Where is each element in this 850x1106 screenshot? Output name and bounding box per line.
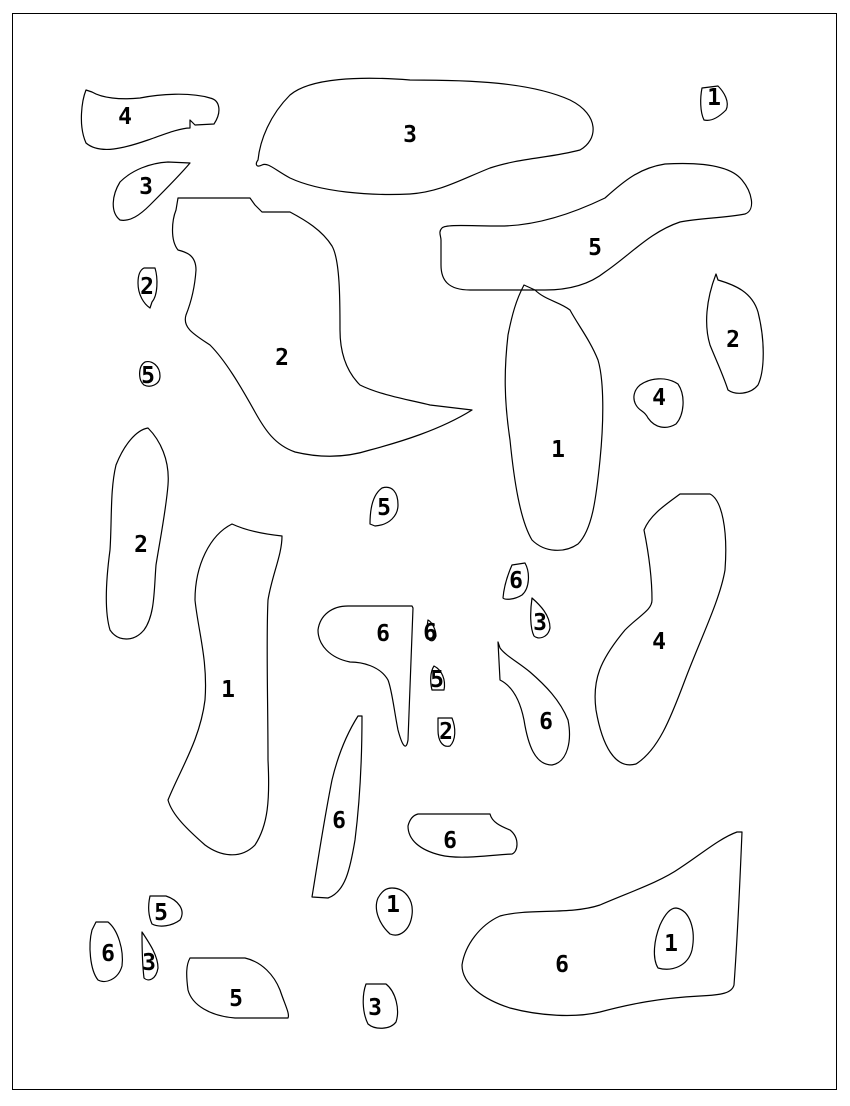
region-1[interactable] <box>256 78 593 194</box>
region-label: 6 <box>332 808 346 834</box>
region-label: 5 <box>229 986 243 1012</box>
region-26[interactable] <box>654 908 693 969</box>
region-label: 1 <box>221 677 235 703</box>
region-29[interactable] <box>90 922 122 981</box>
region-label: 6 <box>101 941 115 967</box>
region-label: 3 <box>139 174 153 200</box>
region-label: 6 <box>376 621 390 647</box>
region-label: 2 <box>726 327 740 353</box>
region-4[interactable] <box>440 163 752 290</box>
region-23[interactable] <box>408 814 517 857</box>
region-label: 2 <box>439 719 453 745</box>
region-0[interactable] <box>81 90 219 149</box>
region-3[interactable] <box>113 162 190 220</box>
region-label: 1 <box>551 437 565 463</box>
region-12[interactable] <box>370 487 398 526</box>
region-label: 6 <box>509 568 523 594</box>
region-7[interactable] <box>140 362 160 389</box>
region-label: 5 <box>154 900 168 926</box>
region-27[interactable] <box>462 832 742 1015</box>
region-label: 1 <box>707 85 721 111</box>
region-19[interactable] <box>430 666 444 693</box>
region-14[interactable] <box>531 598 550 638</box>
region-label: 6 <box>539 709 553 735</box>
region-18[interactable] <box>595 494 726 765</box>
region-label: 6 <box>423 620 437 646</box>
region-label: 5 <box>430 667 444 693</box>
region-label: 4 <box>118 104 132 130</box>
region-31[interactable] <box>363 984 397 1028</box>
region-6[interactable] <box>138 268 157 308</box>
region-label: 1 <box>664 931 678 957</box>
region-label: 4 <box>652 629 666 655</box>
region-16[interactable] <box>318 606 413 746</box>
region-17[interactable] <box>423 620 437 646</box>
region-label: 5 <box>377 495 391 521</box>
region-label: 2 <box>134 532 148 558</box>
region-label: 6 <box>443 828 457 854</box>
region-13[interactable] <box>503 563 528 599</box>
region-label: 3 <box>142 950 156 976</box>
region-28[interactable] <box>142 932 158 980</box>
region-label: 2 <box>275 345 289 371</box>
region-2[interactable] <box>701 85 728 120</box>
region-label: 5 <box>141 363 155 389</box>
region-24[interactable] <box>376 888 412 935</box>
region-label: 3 <box>533 610 547 636</box>
region-label: 3 <box>403 122 417 148</box>
region-30[interactable] <box>187 958 289 1018</box>
region-label: 6 <box>555 952 569 978</box>
region-25[interactable] <box>149 896 182 926</box>
region-15[interactable] <box>168 524 282 855</box>
region-20[interactable] <box>438 718 455 746</box>
region-label: 4 <box>652 385 666 411</box>
region-21[interactable] <box>498 642 569 765</box>
region-label: 5 <box>588 235 602 261</box>
region-9[interactable] <box>707 274 764 393</box>
region-5[interactable] <box>173 198 473 456</box>
region-11[interactable] <box>106 428 168 639</box>
region-label: 3 <box>368 995 382 1021</box>
region-10[interactable] <box>505 285 603 550</box>
region-8[interactable] <box>634 379 683 428</box>
region-label: 2 <box>140 274 154 300</box>
region-label: 1 <box>386 892 400 918</box>
region-22[interactable] <box>312 716 362 898</box>
